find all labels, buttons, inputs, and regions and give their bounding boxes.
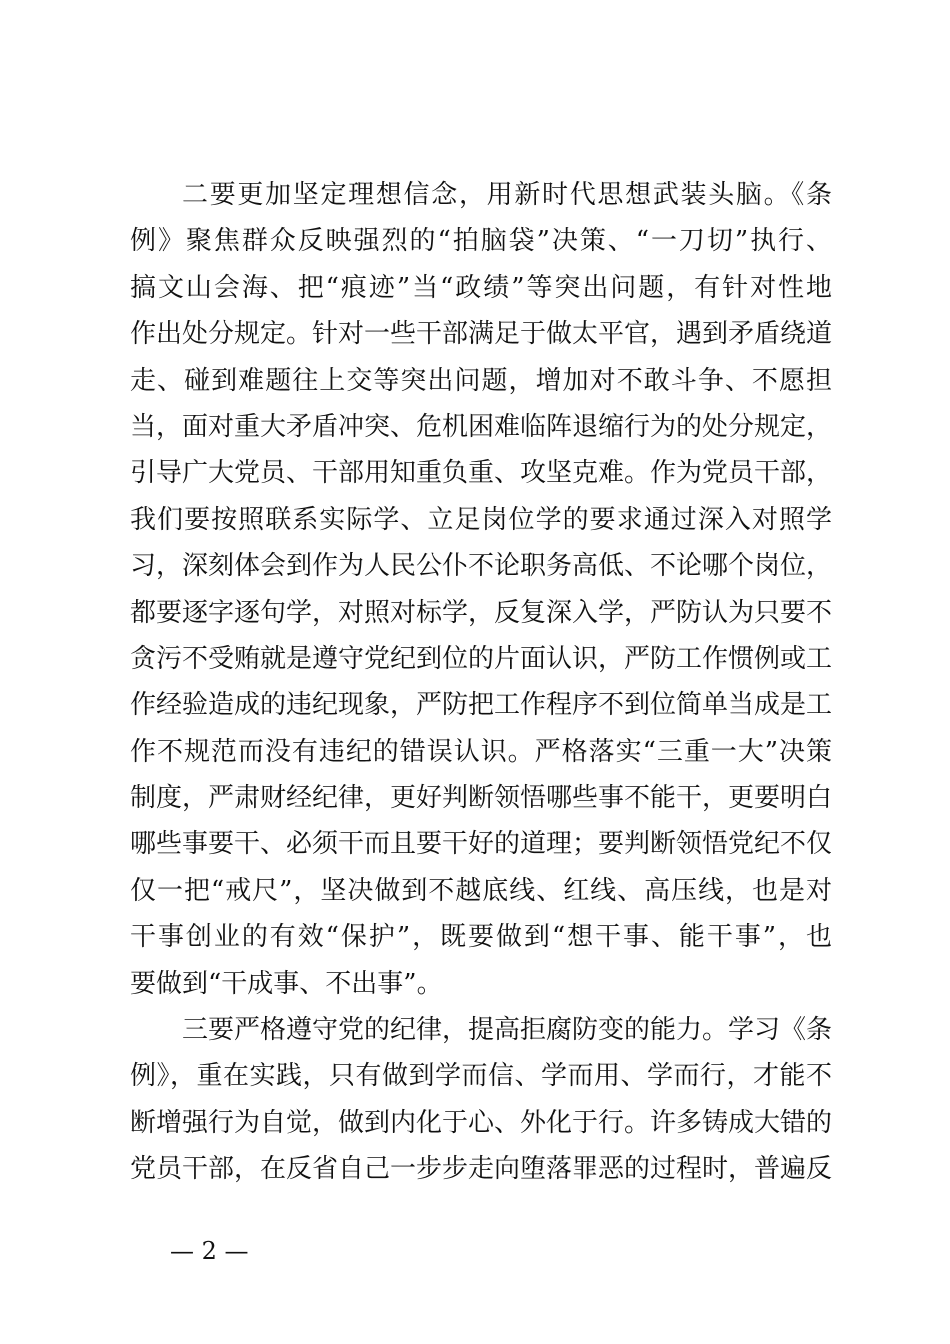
paragraph-line: 作不规范而没有违纪的错误认识。严格落实“三重一大”决策 [130,736,832,767]
paragraph-line: 哪些事要干、必须干而且要干好的道理；要判断领悟党纪不仅 [130,829,832,860]
paragraph-line: 我们要按照联系实际学、立足岗位学的要求通过深入对照学 [130,504,832,535]
paragraph-line: 作经验造成的违纪现象，严防把工作程序不到位简单当成是工 [130,690,832,721]
paragraph-line: 作出处分规定。针对一些干部满足于做太平官，遇到矛盾绕道 [130,319,832,350]
paragraph-2 [130,1007,832,1193]
paragraph-1 [130,172,832,1007]
paragraph-line: 要做到“干成事、不出事”。 [130,968,443,999]
paragraph-line: 例》，重在实践，只有做到学而信、学而用、学而行，才能不 [130,1061,832,1092]
paragraph-line: 断增强行为自觉，做到内化于心、外化于行。许多铸成大错的 [130,1107,832,1138]
paragraph-line: 制度，严肃财经纪律，更好判断领悟哪些事不能干，更要明白 [130,783,832,814]
paragraph-line: 例》聚焦群众反映强烈的“拍脑袋”决策、“一刀切”执行、 [130,226,832,257]
paragraph-line: 走、碰到难题往上交等突出问题，增加对不敢斗争、不愿担 [130,365,832,396]
paragraph-line: 贪污不受贿就是遵守党纪到位的片面认识，严防工作惯例或工 [130,643,832,674]
paragraph-line: 二要更加坚定理想信念，用新时代思想武装头脑。《条 [182,180,832,210]
paragraph-line: 都要逐字逐句学，对照对标学，反复深入学，严防认为只要不 [130,597,832,628]
paragraph-line: 仅一把“戒尺”，坚决做到不越底线、红线、高压线，也是对 [130,875,832,906]
paragraph-line: 干事创业的有效“保护”，既要做到“想干事、能干事”，也 [130,922,832,953]
paragraph-line: 引导广大党员、干部用知重负重、攻坚克难。作为党员干部， [130,458,832,489]
body-text [130,172,832,1193]
paragraph-line: 搞文山会海、把“痕迹”当“政绩”等突出问题，有针对性地 [130,272,832,303]
paragraph-line: 三要严格遵守党的纪律，提高拒腐防变的能力。学习《条 [182,1015,832,1046]
page-number: — 2 — [170,1237,249,1265]
paragraph-line: 习，深刻体会到作为人民公仆不论职务高低、不论哪个岗位， [130,551,832,582]
paragraph-line: 党员干部，在反省自己一步步走向堕落罪恶的过程时，普遍反 [130,1154,832,1185]
paragraph-line: 当，面对重大矛盾冲突、危机困难临阵退缩行为的处分规定， [130,411,832,442]
